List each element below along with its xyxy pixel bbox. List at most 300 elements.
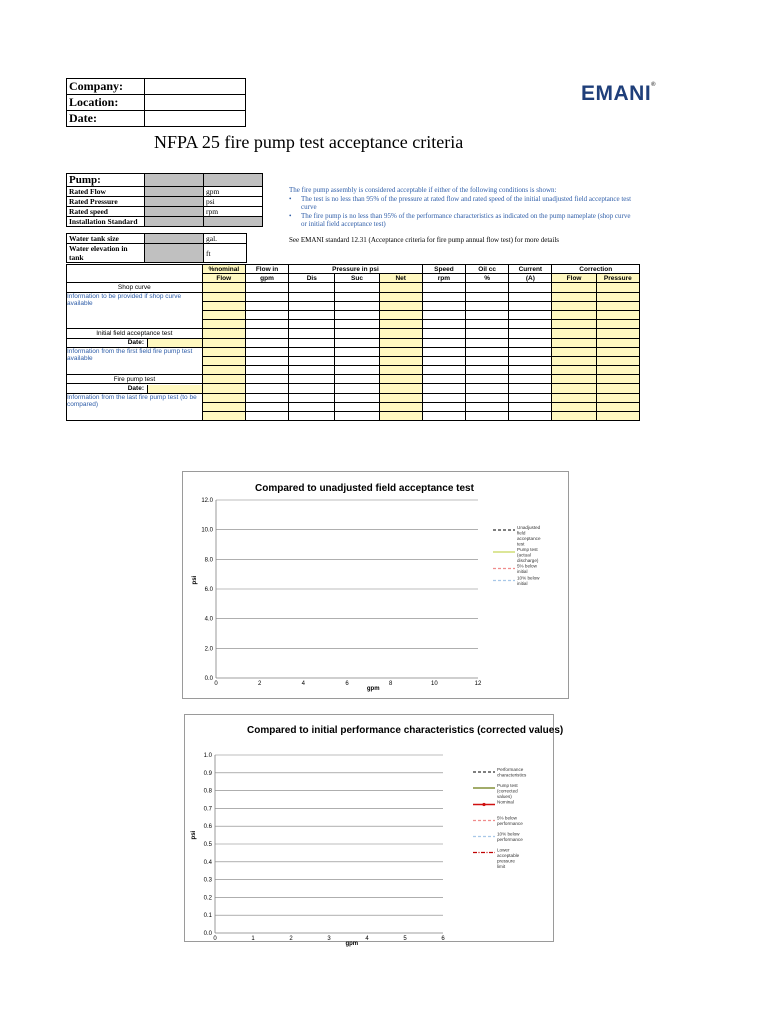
- installation-standard-extra: [204, 217, 263, 227]
- cell[interactable]: [202, 292, 245, 301]
- criteria-text: [289, 186, 634, 229]
- y-tick-label: 0.4: [203, 859, 212, 866]
- legend-label: field: [517, 530, 526, 536]
- company-field[interactable]: [145, 79, 246, 95]
- chart-initial-performance: [184, 714, 564, 947]
- chart-2-title: Compared to initial performance characteristics (corrected values): [247, 725, 564, 736]
- tank-size-label: Water tank size: [67, 234, 145, 244]
- cell[interactable]: [596, 402, 639, 411]
- cell[interactable]: [422, 329, 465, 338]
- y-axis-label: psi: [191, 830, 197, 840]
- cell[interactable]: [335, 320, 379, 329]
- cell[interactable]: [422, 375, 465, 384]
- legend-entry: [473, 832, 523, 843]
- col-sub-flow: Flow: [202, 274, 245, 283]
- initial-date-field[interactable]: [147, 339, 202, 347]
- cell[interactable]: [552, 393, 596, 402]
- logo-mark: ®: [651, 82, 657, 88]
- y-tick-label: 12.0: [201, 498, 213, 504]
- cell[interactable]: [289, 283, 335, 292]
- cell[interactable]: [335, 412, 379, 421]
- installation-standard-label: Installation Standard: [67, 217, 145, 227]
- x-tick-label: 2: [257, 681, 262, 687]
- cell[interactable]: [335, 329, 379, 338]
- x-tick-label: 6: [345, 681, 349, 687]
- tank-size-unit: gal.: [204, 234, 247, 244]
- cell[interactable]: [335, 292, 379, 301]
- cell[interactable]: [245, 301, 288, 310]
- cell[interactable]: [509, 412, 552, 421]
- table-row: [67, 292, 640, 301]
- legend-label: (actual: [517, 552, 531, 558]
- cell[interactable]: [379, 301, 422, 310]
- cell[interactable]: [466, 412, 509, 421]
- legend-label: discharge): [517, 558, 539, 563]
- legend-label: Performance: [497, 767, 524, 772]
- cell[interactable]: [422, 393, 465, 402]
- x-tick-label: 5: [403, 936, 407, 942]
- cell[interactable]: [289, 347, 335, 356]
- initial-test-info: Information from the first field fire pump test available: [67, 347, 203, 375]
- x-axis-label: gpm: [345, 941, 359, 947]
- col-sub-corr-pressure: Pressure: [596, 274, 639, 283]
- cell[interactable]: [289, 301, 335, 310]
- legend-label: 5% below: [517, 563, 537, 569]
- y-axis-label: psi: [192, 575, 198, 585]
- rated-pressure-label: Rated Pressure: [67, 197, 145, 207]
- legend-entry: [493, 564, 538, 575]
- cell[interactable]: [289, 402, 335, 411]
- cell[interactable]: [466, 366, 509, 375]
- col-head-pressure: Pressure in psi: [289, 265, 423, 274]
- cell[interactable]: [552, 338, 596, 347]
- cell[interactable]: [289, 384, 335, 393]
- legend-label: performance: [497, 837, 523, 842]
- cell[interactable]: [289, 320, 335, 329]
- installation-standard-field[interactable]: [145, 217, 204, 227]
- y-tick-label: 0.0: [203, 931, 212, 937]
- y-tick-label: 0.9: [203, 770, 212, 777]
- logo-text: EMANI: [581, 82, 652, 105]
- col-sub-net: Net: [379, 274, 422, 283]
- col-head-flow-in: Flow in: [245, 265, 288, 274]
- cell[interactable]: [466, 347, 509, 356]
- cell[interactable]: [422, 366, 465, 375]
- cell[interactable]: [245, 356, 288, 365]
- cell[interactable]: [202, 412, 245, 421]
- cell[interactable]: [509, 402, 552, 411]
- cell[interactable]: [552, 384, 596, 393]
- criteria-bullet-1: [289, 195, 634, 212]
- legend-label: Nominal: [497, 799, 514, 805]
- water-elevation-field[interactable]: [145, 244, 204, 263]
- cell[interactable]: [466, 393, 509, 402]
- cell[interactable]: [335, 356, 379, 365]
- y-tick-label: 2.0: [204, 646, 213, 653]
- x-axis-label: gpm: [366, 686, 380, 692]
- cell[interactable]: [379, 320, 422, 329]
- col-sub-gpm: gpm: [245, 274, 288, 283]
- cell[interactable]: [379, 412, 422, 421]
- legend-entry: [473, 800, 514, 807]
- cell[interactable]: [466, 301, 509, 310]
- rated-speed-field[interactable]: [145, 207, 204, 217]
- x-tick-label: 8: [388, 681, 393, 687]
- cell[interactable]: [552, 301, 596, 310]
- cell[interactable]: [422, 338, 465, 347]
- cell[interactable]: [335, 402, 379, 411]
- cell[interactable]: [466, 283, 509, 292]
- pump-table: [66, 173, 263, 227]
- cell[interactable]: [245, 402, 288, 411]
- cell[interactable]: [335, 283, 379, 292]
- cell[interactable]: [552, 347, 596, 356]
- cell[interactable]: [202, 366, 245, 375]
- y-tick-label: 4.0: [204, 616, 213, 623]
- cell[interactable]: [509, 310, 552, 319]
- table-row: [67, 393, 640, 402]
- criteria-intro: The fire pump assembly is considered acceptable if either of the following conditions is shown:: [289, 186, 557, 194]
- shop-curve-info: Information to be provided if shop curve available: [67, 292, 203, 329]
- cell[interactable]: [596, 292, 639, 301]
- legend-label: Pump test: [517, 547, 538, 552]
- cell[interactable]: [379, 393, 422, 402]
- cell[interactable]: [245, 384, 288, 393]
- cell[interactable]: [552, 329, 596, 338]
- cell[interactable]: [552, 375, 596, 384]
- cell[interactable]: [335, 301, 379, 310]
- cell[interactable]: [245, 283, 288, 292]
- cell[interactable]: [379, 338, 422, 347]
- col-head-correction: Correction: [552, 265, 640, 274]
- cell[interactable]: [466, 402, 509, 411]
- x-tick-label: 0: [214, 681, 218, 687]
- cell[interactable]: [552, 356, 596, 365]
- rated-flow-field[interactable]: [145, 187, 204, 197]
- cell[interactable]: [509, 320, 552, 329]
- shop-curve-label: Shop curve: [67, 283, 203, 292]
- x-tick-label: 2: [289, 936, 293, 942]
- legend-label: Lower: [497, 847, 510, 853]
- cell[interactable]: [509, 329, 552, 338]
- rated-speed-unit: rpm: [204, 207, 263, 217]
- cell[interactable]: [289, 393, 335, 402]
- test-data-table: [66, 264, 640, 421]
- cell[interactable]: [202, 375, 245, 384]
- legend-label: limit: [497, 864, 506, 869]
- cell[interactable]: [552, 320, 596, 329]
- y-tick-label: 0.7: [203, 806, 212, 813]
- cell[interactable]: [596, 356, 639, 365]
- rated-flow-unit: gpm: [204, 187, 263, 197]
- cell[interactable]: [379, 375, 422, 384]
- x-tick-label: 4: [365, 936, 369, 942]
- cell[interactable]: [245, 412, 288, 421]
- cell[interactable]: [596, 310, 639, 319]
- initial-test-label: Initial field acceptance test: [67, 329, 203, 338]
- fire-test-label: Fire pump test: [67, 375, 203, 384]
- table-row: [67, 338, 640, 347]
- rated-pressure-field[interactable]: [145, 197, 204, 207]
- cell[interactable]: [596, 412, 639, 421]
- cell[interactable]: [509, 283, 552, 292]
- cell[interactable]: [335, 347, 379, 356]
- legend-entry: [493, 547, 539, 563]
- cell[interactable]: [422, 310, 465, 319]
- x-tick-label: 6: [441, 936, 445, 942]
- cell[interactable]: [379, 283, 422, 292]
- cell[interactable]: [466, 292, 509, 301]
- col-head-speed: Speed: [422, 265, 465, 274]
- see-more-text: See EMANI standard 12.31 (Acceptance criteria for fire pump annual flow test) for more details: [289, 236, 559, 244]
- cell[interactable]: [202, 347, 245, 356]
- chart-1-title: Compared to unadjusted field acceptance test: [255, 483, 474, 494]
- criteria-bullet-2: [289, 212, 634, 229]
- x-tick-label: 1: [251, 936, 255, 942]
- cell[interactable]: [466, 375, 509, 384]
- cell[interactable]: [335, 310, 379, 319]
- cell[interactable]: [552, 310, 596, 319]
- company-label: Company:: [67, 79, 145, 95]
- fire-date-row: [67, 384, 203, 393]
- cell[interactable]: [466, 329, 509, 338]
- cell[interactable]: [466, 320, 509, 329]
- cell[interactable]: [335, 338, 379, 347]
- cell[interactable]: [245, 393, 288, 402]
- cell[interactable]: [335, 393, 379, 402]
- y-tick-label: 8.0: [204, 557, 213, 564]
- cell[interactable]: [335, 384, 379, 393]
- criteria-bullet-2-text: The fire pump is no less than 95% of the performance characteristics as indicated on the pump nameplate (shop curve or initial field acceptance test): [301, 211, 631, 229]
- cell[interactable]: [202, 384, 245, 393]
- cell[interactable]: [379, 310, 422, 319]
- cell[interactable]: [596, 338, 639, 347]
- cell[interactable]: [379, 402, 422, 411]
- table-row: [67, 283, 640, 292]
- legend-label: acceptance: [517, 536, 541, 541]
- chart-unadjusted-field-test: [182, 471, 569, 699]
- emani-logo: [581, 82, 656, 106]
- header-info-table: [66, 78, 246, 127]
- cell[interactable]: [509, 292, 552, 301]
- x-tick-label: 0: [213, 936, 217, 942]
- cell[interactable]: [509, 393, 552, 402]
- col-sub-percent: %: [466, 274, 509, 283]
- y-tick-label: 0.2: [203, 895, 212, 902]
- cell[interactable]: [466, 384, 509, 393]
- table-row: [67, 329, 640, 338]
- cell[interactable]: [202, 402, 245, 411]
- fire-date-label: Date:: [127, 384, 144, 392]
- cell[interactable]: [245, 292, 288, 301]
- cell[interactable]: [422, 412, 465, 421]
- cell[interactable]: [552, 412, 596, 421]
- cell[interactable]: [422, 301, 465, 310]
- y-tick-label: 10.0: [201, 527, 213, 534]
- cell[interactable]: [509, 366, 552, 375]
- legend-label: acceptable: [497, 853, 520, 858]
- legend-label: performance: [497, 821, 523, 826]
- legend-label: Pump test: [497, 783, 518, 788]
- tank-size-field[interactable]: [145, 234, 204, 244]
- x-tick-label: 10: [430, 681, 438, 687]
- table-row: [67, 384, 640, 393]
- cell[interactable]: [245, 375, 288, 384]
- cell[interactable]: [466, 338, 509, 347]
- cell[interactable]: [596, 320, 639, 329]
- cell[interactable]: [422, 384, 465, 393]
- cell[interactable]: [289, 338, 335, 347]
- col-head-oil: Oil cc: [466, 265, 509, 274]
- legend-entry: [473, 767, 527, 778]
- x-tick-label: 12: [474, 681, 482, 687]
- water-elevation-unit: ft: [204, 244, 247, 263]
- cell[interactable]: [509, 384, 552, 393]
- cell[interactable]: [509, 347, 552, 356]
- legend-entry: [473, 848, 520, 870]
- table-row: [67, 347, 640, 356]
- x-tick-label: 4: [301, 681, 306, 687]
- rated-pressure-unit: psi: [204, 197, 263, 207]
- water-elevation-label: Water elevation in tank: [67, 244, 145, 263]
- fire-test-info: Information from the last fire pump test (to be compared): [67, 393, 203, 421]
- cell[interactable]: [596, 283, 639, 292]
- cell[interactable]: [289, 356, 335, 365]
- cell[interactable]: [245, 366, 288, 375]
- cell[interactable]: [466, 310, 509, 319]
- rated-speed-label: Rated speed: [67, 207, 145, 217]
- legend-label: test: [517, 541, 525, 547]
- cell[interactable]: [289, 310, 335, 319]
- cell[interactable]: [596, 375, 639, 384]
- date-field[interactable]: [145, 111, 246, 127]
- cell[interactable]: [596, 366, 639, 375]
- cell[interactable]: [202, 301, 245, 310]
- cell[interactable]: [335, 375, 379, 384]
- cell[interactable]: [202, 283, 245, 292]
- table-row: [67, 375, 640, 384]
- y-tick-label: 0.0: [204, 676, 213, 682]
- cell[interactable]: [335, 366, 379, 375]
- cell[interactable]: [596, 347, 639, 356]
- cell[interactable]: [379, 347, 422, 356]
- cell[interactable]: [552, 292, 596, 301]
- col-sub-corr-flow: Flow: [552, 274, 596, 283]
- cell[interactable]: [379, 384, 422, 393]
- x-tick-label: 3: [327, 936, 331, 942]
- legend-entry: [473, 816, 523, 827]
- y-tick-label: 1.0: [203, 753, 212, 759]
- col-sub-amps: (A): [509, 274, 552, 283]
- cell[interactable]: [422, 402, 465, 411]
- cell[interactable]: [422, 292, 465, 301]
- cell[interactable]: [245, 338, 288, 347]
- legend-label: initial: [517, 581, 528, 586]
- cell[interactable]: [245, 320, 288, 329]
- cell[interactable]: [466, 356, 509, 365]
- cell[interactable]: [289, 292, 335, 301]
- cell[interactable]: [552, 366, 596, 375]
- chart-1-svg: [183, 472, 568, 698]
- cell[interactable]: [422, 347, 465, 356]
- cell[interactable]: [202, 338, 245, 347]
- cell[interactable]: [202, 329, 245, 338]
- cell[interactable]: [596, 384, 639, 393]
- cell[interactable]: [289, 329, 335, 338]
- cell[interactable]: [245, 329, 288, 338]
- y-tick-label: 0.3: [203, 877, 212, 884]
- cell[interactable]: [422, 356, 465, 365]
- col-sub-suc: Suc: [335, 274, 379, 283]
- cell[interactable]: [379, 366, 422, 375]
- legend-label: 10% below: [517, 575, 540, 581]
- legend-entry: [493, 576, 540, 587]
- cell[interactable]: [596, 301, 639, 310]
- criteria-bullet-1-text: The test is no less than 95% of the pressure at rated flow and rated speed of the initial unadjusted field acceptance test curve: [301, 194, 632, 212]
- cell[interactable]: [289, 375, 335, 384]
- cell[interactable]: [379, 292, 422, 301]
- initial-date-row: [67, 338, 203, 347]
- cell[interactable]: [379, 356, 422, 365]
- y-tick-label: 0.1: [203, 913, 212, 920]
- fire-date-field[interactable]: [147, 385, 202, 393]
- cell[interactable]: [552, 283, 596, 292]
- cell[interactable]: [245, 347, 288, 356]
- legend-entry: [473, 783, 518, 799]
- cell[interactable]: [379, 329, 422, 338]
- cell[interactable]: [509, 356, 552, 365]
- legend-entry: [493, 525, 541, 547]
- col-sub-rpm: rpm: [422, 274, 465, 283]
- cell[interactable]: [202, 356, 245, 365]
- rated-flow-label: Rated Flow: [67, 187, 145, 197]
- cell[interactable]: [202, 310, 245, 319]
- legend-label: 10% below: [497, 831, 520, 837]
- cell[interactable]: [596, 329, 639, 338]
- legend-label: (corrected: [497, 788, 518, 794]
- cell[interactable]: [422, 320, 465, 329]
- col-head-nominal: %nominal: [202, 265, 245, 274]
- pump-field-extra: [204, 174, 263, 187]
- legend-label: characteristics: [497, 772, 527, 778]
- bullet-icon: •: [289, 194, 292, 203]
- location-label: Location:: [67, 95, 145, 111]
- cell[interactable]: [596, 393, 639, 402]
- cell[interactable]: [509, 375, 552, 384]
- pump-field[interactable]: [145, 174, 204, 187]
- date-label: Date:: [67, 111, 145, 127]
- cell[interactable]: [202, 393, 245, 402]
- cell[interactable]: [289, 412, 335, 421]
- cell[interactable]: [422, 283, 465, 292]
- legend-marker: [482, 803, 485, 806]
- y-tick-label: 0.6: [203, 824, 212, 831]
- y-tick-label: 0.8: [203, 788, 212, 795]
- initial-date-label: Date:: [127, 338, 144, 346]
- legend-label: values): [497, 794, 512, 799]
- cell[interactable]: [289, 366, 335, 375]
- cell[interactable]: [509, 301, 552, 310]
- cell[interactable]: [509, 338, 552, 347]
- cell[interactable]: [552, 402, 596, 411]
- table-corner: [67, 265, 203, 283]
- y-tick-label: 0.5: [203, 842, 212, 848]
- location-field[interactable]: [145, 95, 246, 111]
- legend-label: pressure: [497, 858, 515, 864]
- cell[interactable]: [202, 320, 245, 329]
- y-tick-label: 6.0: [204, 587, 213, 593]
- cell[interactable]: [245, 310, 288, 319]
